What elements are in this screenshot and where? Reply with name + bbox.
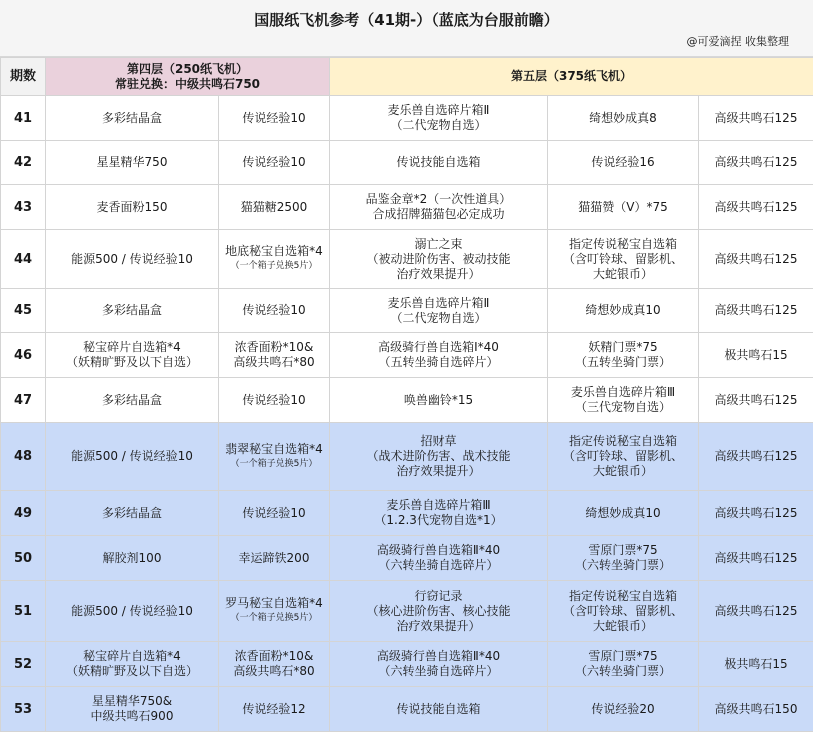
- layer5-reward-a-cell: [330, 141, 548, 185]
- layer4-reward-a-cell: [46, 423, 219, 491]
- layer5-reward-b-cell-line: 猫猫赞（Ⅴ）*75: [578, 199, 668, 214]
- period-number-cell: [1, 141, 46, 185]
- table-row: [1, 378, 813, 423]
- table-row: [1, 687, 813, 732]
- layer4-reward-b-cell-line: 罗马秘宝自选箱*4: [225, 596, 323, 610]
- layer5-reward-c-cell-line: 高级共鸣石125: [714, 603, 798, 618]
- layer5-reward-b-cell: [548, 536, 699, 581]
- layer5-reward-a-cell: [330, 423, 548, 491]
- period-number-cell-line: 41: [13, 110, 33, 126]
- layer5-reward-a-cell: [330, 581, 548, 642]
- layer5-reward-a-cell: [330, 378, 548, 423]
- layer5-reward-b-cell: [548, 491, 699, 536]
- layer4-reward-a-cell-line: 能源500 / 传说经验10: [71, 603, 193, 618]
- layer5-reward-b-cell-line: （三代宠物自选）: [574, 400, 671, 414]
- layer5-reward-a-cell-line: 治疗效果提升）: [396, 464, 481, 478]
- layer5-reward-b-cell-line: （含叮铃球、留影机、: [562, 449, 683, 463]
- layer4-reward-b-cell-line: 传说经验10: [242, 505, 306, 520]
- period-number-cell-line: 48: [13, 449, 33, 464]
- period-number-cell-line: 50: [13, 550, 33, 566]
- layer5-reward-a-cell: [330, 289, 548, 333]
- layer5-reward-b-cell: [548, 185, 699, 230]
- layer4-reward-a-cell-line: 秘宝碎片自选箱*4: [83, 649, 181, 663]
- table-row: [1, 185, 813, 230]
- period-number-cell-line: 47: [13, 392, 33, 408]
- layer5-reward-b-cell: [548, 642, 699, 687]
- table-row: [1, 230, 813, 289]
- layer5-reward-a-cell-line: 唤兽幽铃*15: [403, 392, 474, 407]
- table-row: [1, 96, 813, 141]
- period-number-cell-line: 44: [13, 251, 33, 267]
- layer5-reward-c-cell-line: 高级共鸣石125: [714, 449, 798, 463]
- layer5-reward-a-cell-line: （二代宠物自选）: [390, 310, 487, 325]
- period-number-cell: [1, 581, 46, 642]
- layer5-reward-c-cell-line: 高级共鸣石125: [714, 110, 798, 125]
- table-body: [1, 96, 813, 732]
- header-layer4-subtitle: 常驻兑换：中级共鸣石750: [114, 76, 261, 91]
- period-number-cell: [1, 642, 46, 687]
- layer5-reward-c-cell-line: 高级共鸣石125: [714, 550, 798, 565]
- layer4-reward-a-cell-line: 能源500 / 传说经验10: [71, 449, 193, 463]
- layer5-reward-a-cell: [330, 491, 548, 536]
- exchange-note: （一个箱子兑换5片）: [230, 261, 318, 271]
- layer5-reward-a-cell-line: 溺亡之束: [414, 236, 463, 251]
- layer4-reward-b-cell: [219, 687, 330, 732]
- period-number-cell-line: 52: [13, 656, 33, 672]
- layer5-reward-c-cell: [699, 333, 813, 378]
- layer4-reward-a-cell-line: 能源500 / 传说经验10: [71, 251, 193, 266]
- credit-text: @可爱滴捏 收集整理: [686, 35, 789, 48]
- layer4-reward-a-cell: [46, 289, 219, 333]
- layer5-reward-c-cell-line: 高级共鸣石125: [714, 155, 798, 169]
- layer4-reward-b-cell: [219, 230, 330, 289]
- period-number-cell-line: 45: [13, 303, 33, 318]
- layer4-reward-b-cell-line: 高级共鸣石*80: [233, 355, 315, 369]
- layer5-reward-a-cell-line: 招财草: [420, 434, 457, 448]
- period-number-cell-line: 46: [13, 347, 33, 363]
- table-row: [1, 423, 813, 491]
- layer5-reward-b-cell-line: 绮想妙成真10: [585, 303, 661, 317]
- layer5-reward-c-cell: [699, 141, 813, 185]
- title-bar: [0, 0, 813, 57]
- layer5-reward-a-cell-line: 高级骑行兽自选箱Ⅱ*40: [376, 543, 501, 557]
- layer5-reward-a-cell-line: 治疗效果提升）: [396, 266, 481, 281]
- layer5-reward-b-cell-line: 指定传说秘宝自选箱: [568, 236, 677, 251]
- header-layer5: 第五层（375纸飞机）: [330, 58, 813, 96]
- layer5-reward-c-cell: [699, 289, 813, 333]
- period-number-cell-line: 43: [13, 199, 33, 215]
- layer4-reward-b-cell: [219, 423, 330, 491]
- layer5-reward-b-cell: [548, 378, 699, 423]
- reward-table: [0, 57, 813, 732]
- layer5-reward-a-cell-line: （五转坐骑自选碎片）: [378, 355, 499, 369]
- layer5-reward-a-cell-line: 麦乐兽自选碎片箱Ⅱ: [387, 103, 490, 117]
- layer4-reward-b-cell-line: 翡翠秘宝自选箱*4: [225, 441, 323, 456]
- layer5-reward-c-cell: [699, 491, 813, 536]
- layer4-reward-b-cell-line: 浓香面粉*10&: [234, 340, 314, 354]
- layer5-reward-c-cell: [699, 687, 813, 732]
- period-number-cell: [1, 491, 46, 536]
- layer4-reward-b-cell-line: 浓香面粉*10&: [234, 649, 314, 663]
- layer5-reward-b-cell-line: 妖精门票*75: [588, 340, 658, 354]
- layer4-reward-a-cell-line: 麦香面粉150: [96, 199, 168, 214]
- period-number-cell-line: 42: [13, 155, 33, 170]
- layer5-reward-c-cell: [699, 185, 813, 230]
- layer5-reward-b-cell-line: 绮想妙成真10: [585, 505, 661, 520]
- period-number-cell-line: 49: [13, 505, 33, 521]
- layer4-reward-b-cell-line: 传说经验10: [242, 110, 306, 125]
- layer5-reward-a-cell-line: （六转坐骑自选碎片）: [378, 558, 499, 572]
- layer4-reward-a-cell-line: 多彩结晶盒: [101, 303, 162, 317]
- period-number-cell: [1, 230, 46, 289]
- period-number-cell: [1, 289, 46, 333]
- layer5-reward-b-cell-line: 雪原门票*75: [588, 649, 658, 663]
- layer5-reward-a-cell-line: （被动进阶伤害、被动技能: [366, 251, 511, 266]
- layer4-reward-a-cell: [46, 536, 219, 581]
- layer5-reward-b-cell: [548, 333, 699, 378]
- table-row: [1, 642, 813, 687]
- layer4-reward-b-cell: [219, 536, 330, 581]
- layer5-reward-a-cell-line: 高级骑行兽自选箱Ⅰ*40: [378, 340, 499, 354]
- header-layer4: [46, 58, 330, 96]
- layer5-reward-a-cell-line: 传说技能自选箱: [396, 155, 481, 169]
- layer4-reward-a-cell-line: （妖精旷野及以下自选）: [65, 355, 198, 369]
- layer4-reward-a-cell: [46, 581, 219, 642]
- layer5-reward-b-cell: [548, 230, 699, 289]
- table-row: [1, 536, 813, 581]
- layer4-reward-b-cell-line: 猫猫糖2500: [240, 199, 308, 214]
- layer5-reward-b-cell: [548, 423, 699, 491]
- layer4-reward-b-cell: [219, 378, 330, 423]
- layer4-reward-a-cell-line: 星星精华750&: [91, 694, 173, 708]
- layer5-reward-b-cell: [548, 141, 699, 185]
- exchange-note: （一个箱子兑换5片）: [230, 458, 318, 469]
- layer4-reward-a-cell-line: 星星精华750: [96, 155, 168, 169]
- layer5-reward-b-cell: [548, 581, 699, 642]
- exchange-note: （一个箱子兑换5片）: [230, 613, 318, 623]
- layer5-reward-c-cell-line: 高级共鸣石125: [714, 392, 798, 407]
- layer5-reward-b-cell-line: 大蛇银币）: [592, 266, 653, 281]
- period-number-cell: [1, 687, 46, 732]
- layer5-reward-c-cell-line: 极共鸣石15: [724, 347, 788, 362]
- layer5-reward-c-cell-line: 高级共鸣石125: [714, 303, 798, 317]
- period-number-cell-line: 53: [13, 701, 33, 717]
- layer4-reward-b-cell-line: 传说经验10: [242, 155, 306, 169]
- layer5-reward-b-cell-line: 指定传说秘宝自选箱: [568, 588, 677, 603]
- layer5-reward-b-cell-line: （五转坐骑门票）: [574, 355, 671, 369]
- layer4-reward-a-cell: [46, 333, 219, 378]
- layer5-reward-b-cell: [548, 96, 699, 141]
- layer5-reward-b-cell: [548, 289, 699, 333]
- layer4-reward-a-cell: [46, 96, 219, 141]
- layer4-reward-a-cell: [46, 378, 219, 423]
- layer4-reward-b-cell-line: 传说经验12: [242, 701, 306, 716]
- layer5-reward-b-cell: [548, 687, 699, 732]
- layer5-reward-c-cell-line: 高级共鸣石125: [714, 251, 798, 266]
- layer4-reward-a-cell: [46, 491, 219, 536]
- layer5-reward-b-cell-line: 指定传说秘宝自选箱: [568, 434, 677, 448]
- layer5-reward-a-cell-line: （二代宠物自选）: [390, 118, 487, 132]
- layer4-reward-a-cell-line: （妖精旷野及以下自选）: [65, 664, 198, 678]
- layer5-reward-a-cell-line: 治疗效果提升）: [396, 618, 481, 633]
- layer4-reward-b-cell: [219, 581, 330, 642]
- layer4-reward-a-cell: [46, 185, 219, 230]
- layer5-reward-b-cell-line: 大蛇银币）: [592, 464, 653, 478]
- table-row: [1, 289, 813, 333]
- period-number-cell: [1, 333, 46, 378]
- layer4-reward-b-cell-line: 传说经验10: [242, 392, 306, 407]
- period-number-cell: [1, 96, 46, 141]
- layer5-reward-a-cell-line: （核心进阶伤害、核心技能: [366, 603, 511, 618]
- layer5-reward-c-cell-line: 极共鸣石15: [724, 656, 788, 671]
- layer4-reward-b-cell-line: 传说经验10: [242, 303, 306, 317]
- period-number-cell: [1, 423, 46, 491]
- layer5-reward-c-cell: [699, 230, 813, 289]
- layer5-reward-c-cell-line: 高级共鸣石125: [714, 505, 798, 520]
- header-row: [1, 58, 813, 96]
- layer4-reward-a-cell: [46, 141, 219, 185]
- layer5-reward-b-cell-line: （含叮铃球、留影机、: [562, 603, 683, 618]
- layer5-reward-c-cell-line: 高级共鸣石125: [714, 199, 798, 214]
- layer5-reward-c-cell: [699, 581, 813, 642]
- layer5-reward-a-cell: [330, 333, 548, 378]
- table-row: [1, 581, 813, 642]
- layer5-reward-b-cell-line: 雪原门票*75: [588, 543, 658, 557]
- layer5-reward-a-cell-line: （战术进阶伤害、战术技能: [366, 449, 511, 463]
- layer5-reward-b-cell-line: 传说经验16: [591, 155, 655, 169]
- layer5-reward-a-cell: [330, 185, 548, 230]
- layer5-reward-b-cell-line: （含叮铃球、留影机、: [562, 251, 683, 266]
- table-row: [1, 491, 813, 536]
- layer5-reward-c-cell: [699, 536, 813, 581]
- layer5-reward-a-cell: [330, 96, 548, 141]
- layer5-reward-c-cell: [699, 96, 813, 141]
- layer5-reward-a-cell-line: 合成招牌猫猫包必定成功: [372, 207, 505, 221]
- table-row: [1, 333, 813, 378]
- layer4-reward-a-cell: [46, 230, 219, 289]
- layer5-reward-b-cell-line: （六转坐骑门票）: [574, 664, 671, 678]
- layer4-reward-a-cell-line: 多彩结晶盒: [101, 392, 162, 407]
- layer4-reward-a-cell-line: 解胶剂100: [102, 550, 162, 565]
- layer5-reward-c-cell: [699, 642, 813, 687]
- layer5-reward-b-cell-line: （六转坐骑门票）: [574, 558, 671, 572]
- layer5-reward-a-cell-line: 麦乐兽自选碎片箱Ⅱ: [387, 295, 490, 310]
- layer4-reward-a-cell-line: 中级共鸣石900: [90, 709, 174, 723]
- layer4-reward-b-cell-line: 高级共鸣石*80: [233, 664, 315, 678]
- layer4-reward-b-cell: [219, 642, 330, 687]
- layer5-reward-a-cell-line: （1.2.3代宠物自选*1）: [374, 513, 503, 527]
- layer4-reward-b-cell: [219, 289, 330, 333]
- layer5-reward-c-cell: [699, 378, 813, 423]
- layer5-reward-c-cell-line: 高级共鸣石150: [714, 701, 798, 716]
- header-period: 期数: [1, 58, 46, 96]
- layer5-reward-a-cell: [330, 536, 548, 581]
- layer5-reward-a-cell-line: 品鉴金章*2（一次性道具）: [365, 192, 512, 206]
- period-number-cell: [1, 378, 46, 423]
- layer5-reward-a-cell-line: 高级骑行兽自选箱Ⅱ*40: [376, 649, 501, 663]
- layer5-reward-a-cell: [330, 642, 548, 687]
- sheet-title: 国服纸飞机参考（41期-）（蓝底为台服前瞻）: [254, 11, 559, 29]
- layer5-reward-a-cell: [330, 687, 548, 732]
- layer4-reward-b-cell: [219, 491, 330, 536]
- layer5-reward-a-cell-line: 麦乐兽自选碎片箱Ⅲ: [386, 498, 491, 512]
- period-number-cell-line: 51: [13, 603, 33, 619]
- layer5-reward-b-cell-line: 绮想妙成真8: [589, 110, 657, 125]
- period-number-cell: [1, 536, 46, 581]
- period-number-cell: [1, 185, 46, 230]
- layer4-reward-a-cell-line: 多彩结晶盒: [101, 505, 162, 520]
- layer5-reward-a-cell: [330, 230, 548, 289]
- layer5-reward-a-cell-line: （六转坐骑自选碎片）: [378, 664, 499, 678]
- layer4-reward-a-cell: [46, 687, 219, 732]
- layer4-reward-a-cell-line: 多彩结晶盒: [101, 110, 162, 125]
- layer5-reward-a-cell-line: 传说技能自选箱: [396, 701, 481, 716]
- layer4-reward-b-cell: [219, 333, 330, 378]
- layer5-reward-a-cell-line: 行窃记录: [414, 588, 463, 603]
- layer5-reward-b-cell-line: 大蛇银币）: [592, 618, 653, 633]
- header-layer4-title: 第四层（250纸飞机）: [126, 61, 249, 76]
- layer4-reward-b-cell-line: 幸运蹄铁200: [238, 550, 310, 565]
- table-row: [1, 141, 813, 185]
- layer4-reward-a-cell-line: 秘宝碎片自选箱*4: [83, 340, 181, 354]
- layer4-reward-b-cell: [219, 96, 330, 141]
- layer4-reward-a-cell: [46, 642, 219, 687]
- layer5-reward-c-cell: [699, 423, 813, 491]
- layer5-reward-b-cell-line: 传说经验20: [591, 701, 655, 716]
- layer5-reward-b-cell-line: 麦乐兽自选碎片箱Ⅲ: [570, 385, 676, 399]
- layer4-reward-b-cell-line: 地底秘宝自选箱*4: [225, 244, 323, 258]
- layer4-reward-b-cell: [219, 185, 330, 230]
- layer4-reward-b-cell: [219, 141, 330, 185]
